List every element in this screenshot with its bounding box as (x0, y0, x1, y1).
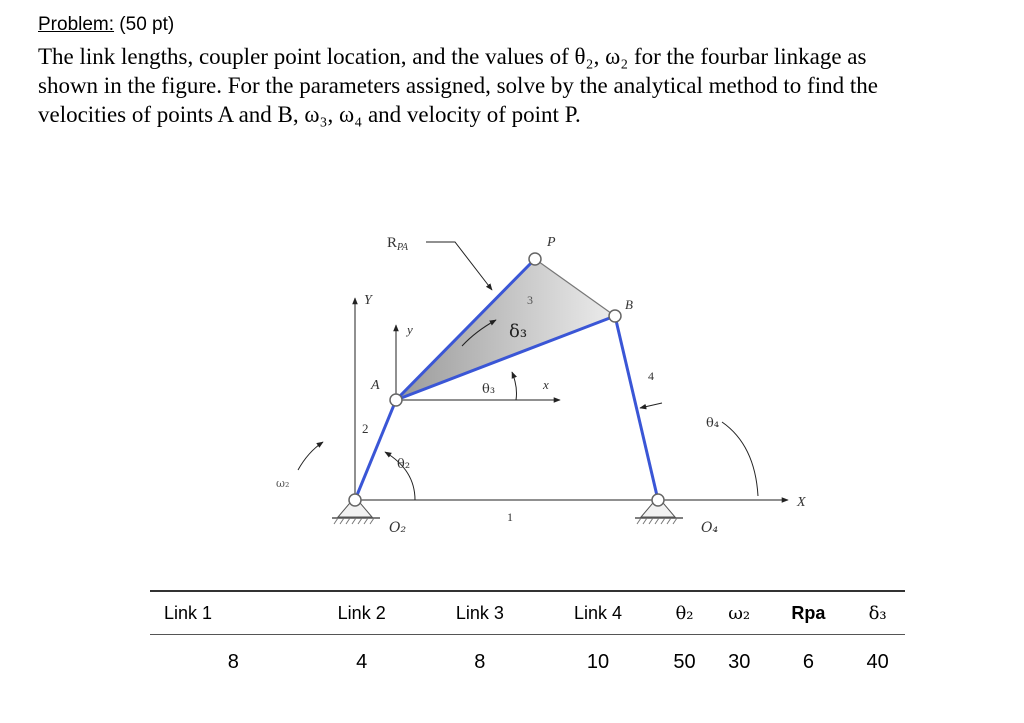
value-rpa: 6 (802, 650, 814, 673)
value-link-2: 4 (356, 650, 368, 673)
header-delta3: δ₃ (850, 591, 905, 635)
ground-o4 (635, 494, 683, 524)
value-link-1: 8 (227, 650, 239, 673)
label-a: A (371, 378, 380, 393)
header-link-1: Link 1 (150, 591, 303, 635)
value-link-3: 8 (474, 650, 486, 673)
link-4 (615, 316, 658, 500)
label-theta4: θ₄ (706, 416, 720, 431)
theta4-arc (722, 422, 758, 496)
label-link-3: 3 (527, 293, 533, 307)
header-theta2: θ₂ (657, 591, 712, 635)
label-o2: O₂ (389, 520, 407, 536)
problem-line-1: The link lengths, coupler point location, and the values of θ₂, ω₂ for the fourbar linkage as (38, 44, 867, 69)
label-small-y: y (407, 322, 413, 337)
problem-line-3: velocities of points A and B, ω₃, ω₄ and velocity of point P. (38, 102, 581, 127)
label-small-x: x (543, 377, 549, 392)
omega2-arc (298, 442, 323, 470)
label-o4: O₄ (701, 520, 719, 536)
point-p (529, 253, 541, 265)
header-link-2: Link 2 (303, 591, 421, 635)
link-4-arrow (640, 403, 662, 408)
label-rpa: $R_{PA}$ (387, 235, 408, 253)
parameters-header-row (150, 591, 905, 635)
label-big-x: X (797, 495, 806, 510)
parameters-table (150, 590, 905, 689)
label-p: P (547, 235, 556, 250)
header-link-3: Link 3 (421, 591, 539, 635)
joint-a (390, 394, 402, 406)
problem-points: (50 pt) (114, 14, 175, 35)
label-link-2: 2 (362, 421, 369, 436)
label-omega2: ω₂ (276, 477, 290, 490)
ground-o2 (332, 494, 380, 524)
header-link-4: Link 4 (539, 591, 657, 635)
header-rpa: Rpa (767, 591, 851, 635)
problem-label: Problem: (38, 14, 115, 35)
label-theta2: θ₂ (397, 457, 411, 472)
label-big-y: Y (364, 293, 372, 308)
header-omega2: ω₂ (712, 591, 767, 635)
value-omega2: 30 (728, 650, 751, 673)
value-link-4: 10 (586, 650, 610, 673)
problem-line-2: shown in the figure. For the parameters assigned, solve by the analytical method to find the (38, 73, 878, 98)
link-2 (355, 400, 396, 500)
parameters-value-row (150, 635, 905, 690)
value-delta3: 40 (866, 650, 889, 673)
label-theta3: θ₃ (482, 382, 496, 397)
label-link-4: 4 (648, 369, 654, 383)
label-delta3: δ₃ (509, 321, 528, 342)
rpa-leader-arrow (426, 242, 492, 290)
joint-b (609, 310, 621, 322)
theta3-arc (512, 372, 517, 400)
label-b: B (625, 297, 633, 312)
label-link-1: 1 (507, 510, 513, 524)
value-theta2: 50 (673, 650, 696, 673)
